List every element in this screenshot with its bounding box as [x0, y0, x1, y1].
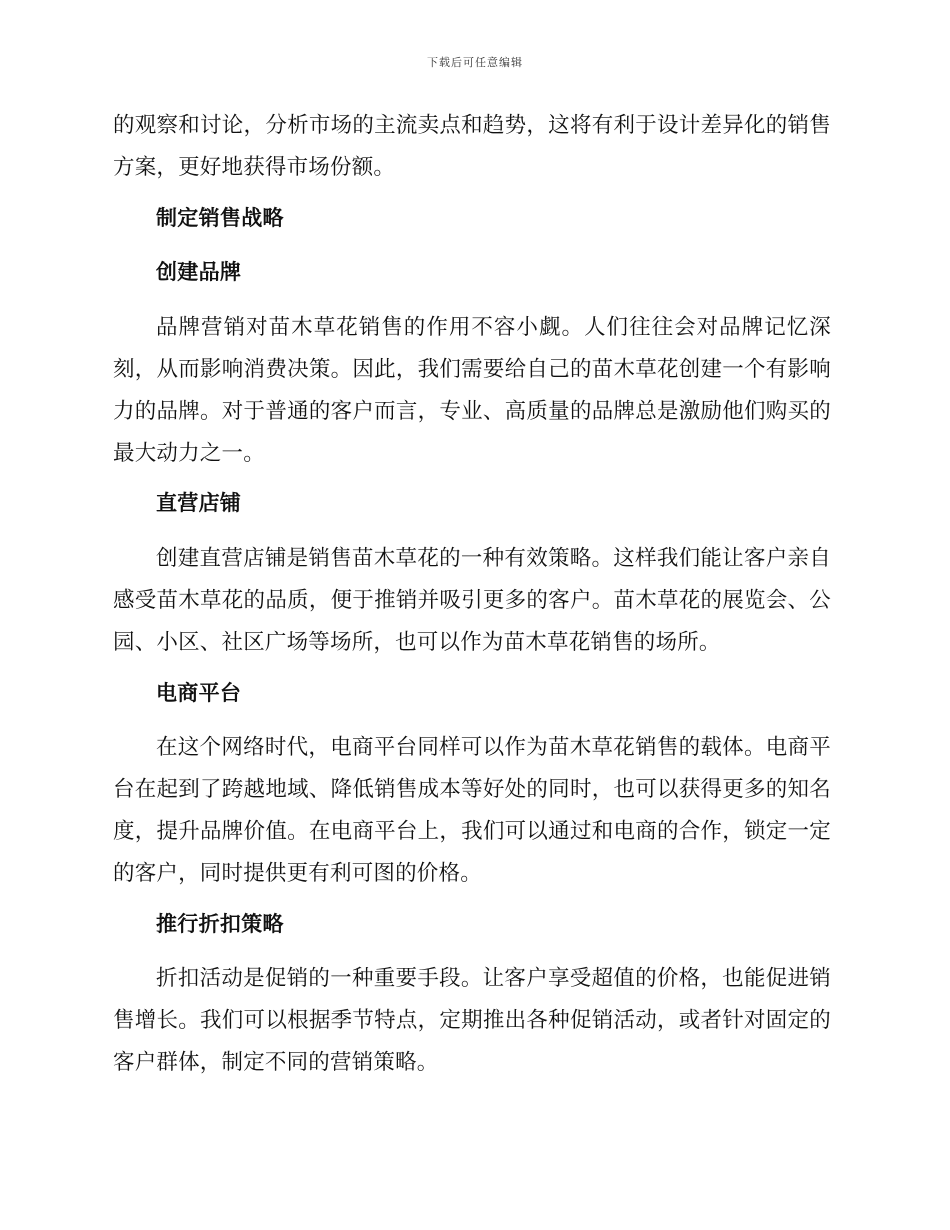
- heading-sales-strategy: 制定销售战略: [156, 205, 284, 230]
- heading-discount-strategy: 推行折扣策略: [156, 911, 284, 936]
- heading-create-brand: 创建品牌: [156, 260, 242, 285]
- paragraph-brand: 品牌营销对苗木草花销售的作用不容小觑。人们往往会对品牌记忆深刻，从而影响消费决策。因此，我们需要给自己的苗木草花创建一个有影响力的品牌。对于普通的客户而言，专业、高质量的品牌总是激励他们购买的最大动力之一。: [113, 315, 831, 466]
- heading-ecommerce: 电商平台: [156, 680, 242, 705]
- paragraph-discount: 折扣活动是促销的一种重要手段。让客户享受超值的价格，也能促进销售增长。我们可以根据季节特点，定期推出各种促销活动，或者针对固定的客户群体，制定不同的营销策略。: [113, 966, 831, 1075]
- heading-direct-store: 直营店铺: [156, 491, 242, 516]
- paragraph-direct-store: 创建直营店铺是销售苗木草花的一种有效策略。这样我们能让客户亲自感受苗木草花的品质，便于推销并吸引更多的客户。苗木草花的展览会、公园、小区、社区广场等场所，也可以作为苗木草花销售的场所。: [113, 546, 831, 655]
- document-body: [113, 105, 831, 1093]
- page-header: 下载后可任意编辑: [427, 56, 523, 69]
- paragraph-market-analysis: 的观察和讨论，分析市场的主流卖点和趋势，这将有利于设计差异化的销售方案，更好地获得市场份额。: [113, 113, 831, 180]
- paragraph-ecommerce: 在这个网络时代，电商平台同样可以作为苗木草花销售的载体。电商平台在起到了跨越地域、降低销售成本等好处的同时，也可以获得更多的知名度，提升品牌价值。在电商平台上，我们可以通过和电商的合作，锁定一定的客户，同时提供更有利可图的价格。: [113, 735, 831, 886]
